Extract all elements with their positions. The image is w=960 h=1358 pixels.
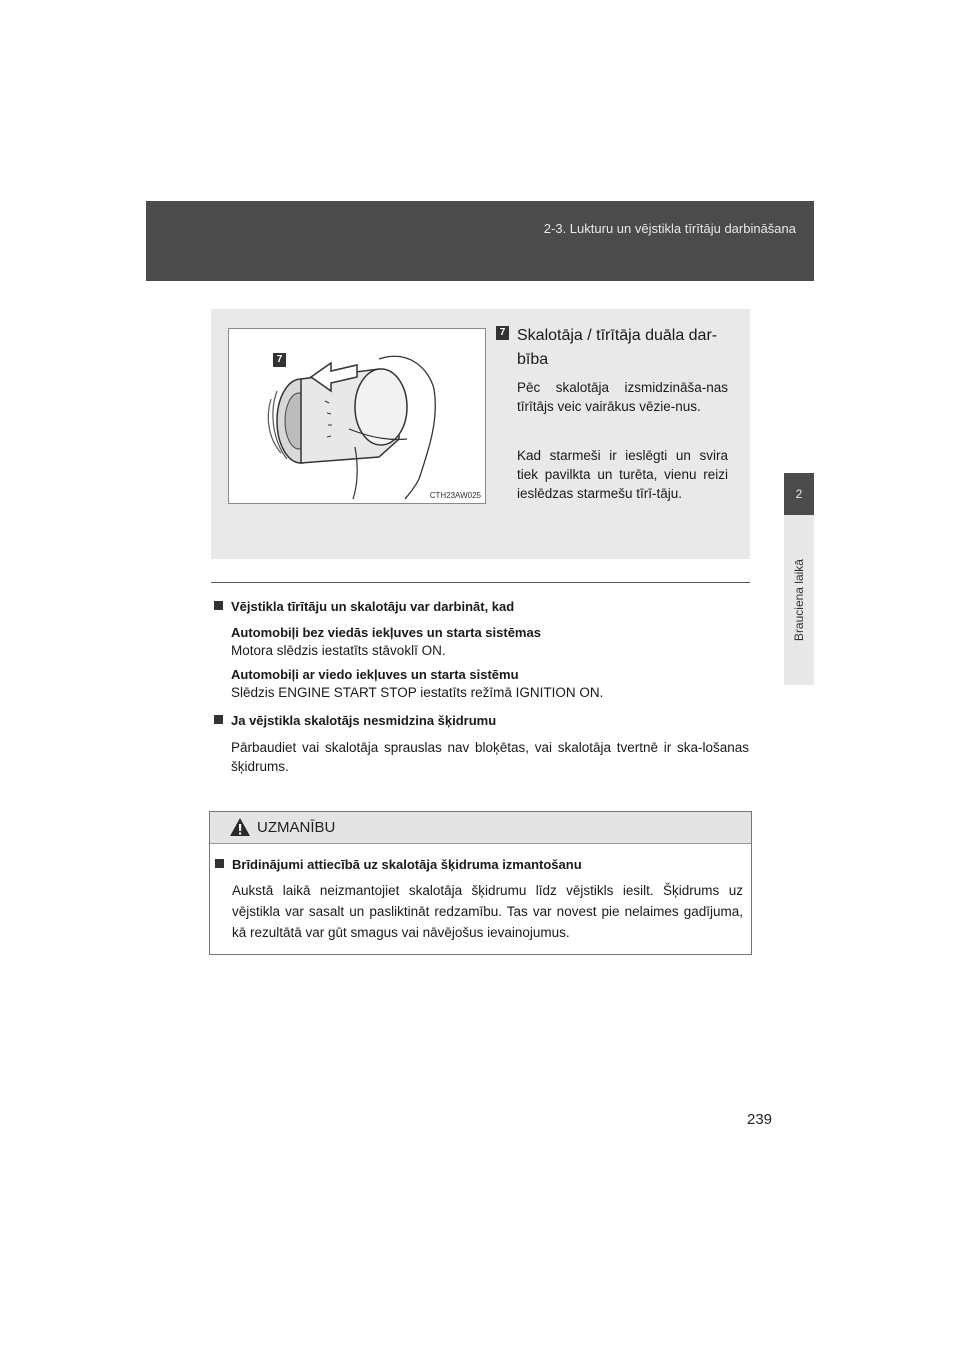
square-bullet-icon bbox=[215, 859, 224, 868]
warning-icon bbox=[229, 817, 251, 837]
square-bullet-icon bbox=[214, 715, 223, 724]
square-bullet-icon bbox=[214, 601, 223, 610]
feature-badge: 7 bbox=[496, 326, 509, 340]
note-text: Pārbaudiet vai skalotāja sprauslas nav bloķētas, vai skalotāja tvertnē ir ska-lošanas šķidrums. bbox=[231, 740, 749, 774]
note-subheading: Automobiļi bez viedās iekļuves un starta sistēmas bbox=[231, 625, 541, 640]
feature-title bbox=[517, 324, 727, 372]
chapter-label-text: Brauciena laikā bbox=[792, 558, 806, 642]
notes-section bbox=[214, 598, 749, 782]
note-heading bbox=[214, 712, 749, 730]
note-heading bbox=[214, 598, 749, 616]
caution-header bbox=[210, 812, 751, 844]
note-text: Motora slēdzis iestatīts stāvoklī ON. bbox=[231, 643, 446, 658]
caution-body bbox=[210, 844, 751, 943]
caution-title: UZMANĪBU bbox=[257, 819, 336, 836]
illustration-code: CTH23AW025 bbox=[429, 491, 481, 500]
feature-paragraph: Pēc skalotāja izsmidzināša-nas tīrītājs veic vairākus vēzie-nus. bbox=[517, 380, 728, 414]
lever-illustration bbox=[228, 328, 486, 504]
note-subheading: Automobiļi ar viedo iekļuves un starta sistēmu bbox=[231, 667, 519, 682]
illustration-badge: 7 bbox=[273, 353, 286, 367]
section-title: 2-3. Lukturu un vējstikla tīrītāju darbināšana bbox=[543, 221, 796, 236]
caution-heading bbox=[215, 856, 743, 874]
caution-box bbox=[209, 811, 752, 955]
section-divider bbox=[211, 582, 750, 583]
caution-text: Aukstā laikā neizmantojiet skalotāja šķidrumu līdz vējstikls iesilt. Šķidrums uz vējstikla var sasalt un pasliktināt redzamību. Tas var novest pie nelaimes gadījuma, kā rezultātā var gūt smagus vai nāvējošus ievainojumus. bbox=[232, 883, 743, 940]
note-text: Slēdzis ENGINE START STOP iestatīts režīmā IGNITION ON. bbox=[231, 685, 604, 700]
feature-paragraph: Kad starmeši ir ieslēgti un svira tiek pavilkta un turēta, vienu reizi ieslēdzas starmešu tīrī-tāju. bbox=[517, 448, 728, 501]
note-heading-text: Ja vējstikla skalotājs nesmidzina šķidrumu bbox=[231, 713, 497, 728]
feature-title-text: Skalotāja / tīrītāja duāla dar- bība bbox=[517, 327, 718, 368]
page-number: 239 bbox=[747, 1111, 773, 1128]
note-heading-text: Vējstikla tīrītāju un skalotāju var darbināt, kad bbox=[231, 599, 515, 614]
chapter-label bbox=[784, 515, 814, 685]
caution-heading-text: Brīdinājumi attiecībā uz skalotāja šķidruma izmantošanu bbox=[232, 857, 582, 872]
lever-drawing bbox=[229, 329, 485, 503]
section-header bbox=[146, 201, 814, 281]
chapter-number-tab: 2 bbox=[784, 473, 814, 515]
